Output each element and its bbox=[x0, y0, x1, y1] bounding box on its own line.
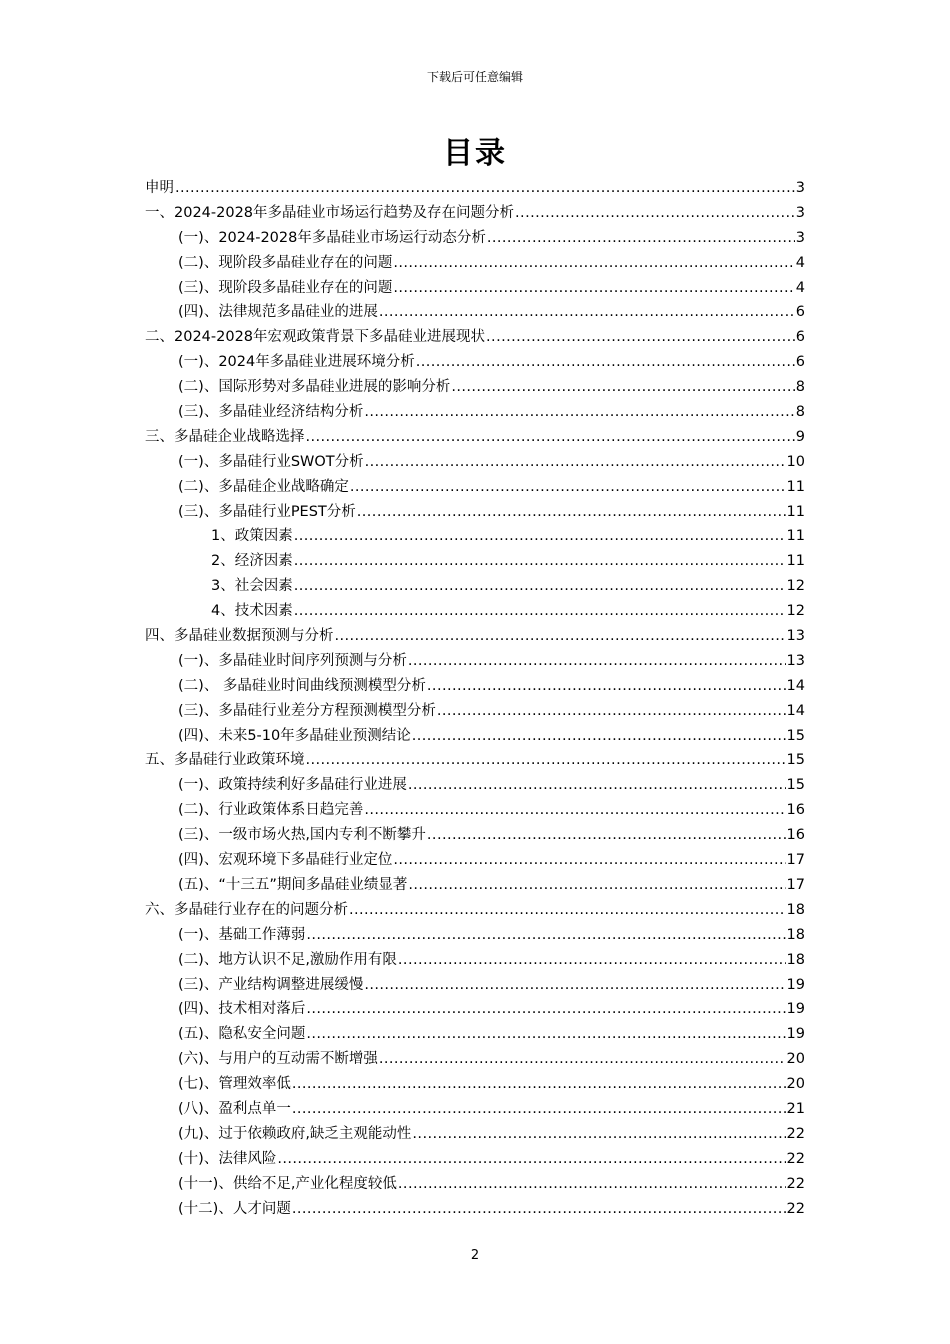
toc-entry-label: (十二)、人才问题 bbox=[178, 1200, 291, 1217]
toc-entry[interactable] bbox=[145, 500, 805, 525]
toc-leader-dots bbox=[427, 678, 786, 694]
toc-leader-dots bbox=[412, 728, 786, 744]
toc-entry[interactable] bbox=[145, 973, 805, 998]
toc-entry-label: (一)、2024-2028年多晶硅业市场运行动态分析 bbox=[178, 229, 486, 246]
toc-leader-dots bbox=[515, 205, 795, 221]
toc-entry[interactable] bbox=[145, 923, 805, 948]
toc-entry-page: 11 bbox=[786, 503, 805, 520]
toc-entry-page: 16 bbox=[786, 827, 805, 844]
toc-leader-dots bbox=[292, 1201, 786, 1217]
toc-leader-dots bbox=[379, 304, 795, 320]
table-of-contents bbox=[145, 176, 805, 1221]
toc-entry-label: (六)、与用户的互动需不断增强 bbox=[178, 1051, 378, 1068]
toc-entry[interactable] bbox=[145, 599, 805, 624]
toc-leader-dots bbox=[364, 977, 785, 993]
toc-entry-page: 3 bbox=[795, 180, 805, 196]
toc-leader-dots bbox=[416, 354, 795, 370]
toc-leader-dots bbox=[306, 1026, 785, 1042]
toc-entry[interactable] bbox=[145, 1172, 805, 1197]
toc-entry[interactable] bbox=[145, 649, 805, 674]
toc-entry[interactable] bbox=[145, 276, 805, 301]
toc-entry[interactable] bbox=[145, 748, 805, 773]
toc-entry-label: (五)、“十三五”期间多晶硅业绩显著 bbox=[178, 876, 408, 893]
toc-entry-label: 四、多晶硅业数据预测与分析 bbox=[145, 628, 334, 645]
toc-leader-dots bbox=[379, 1051, 786, 1067]
toc-title: 目录 bbox=[443, 136, 507, 171]
toc-leader-dots bbox=[408, 653, 786, 669]
toc-entry[interactable] bbox=[145, 1122, 805, 1147]
toc-entry-label: 二、2024-2028年宏观政策背景下多晶硅业进展现状 bbox=[145, 329, 486, 346]
toc-entry-page: 8 bbox=[795, 379, 805, 396]
toc-entry[interactable] bbox=[145, 624, 805, 649]
toc-leader-dots bbox=[393, 852, 785, 868]
toc-entry-page: 22 bbox=[786, 1125, 805, 1142]
toc-entry[interactable] bbox=[145, 226, 805, 251]
toc-entry-page: 14 bbox=[786, 702, 805, 719]
toc-entry-page: 4 bbox=[795, 254, 805, 271]
toc-entry-label: (一)、政策持续利好多晶硅行业进展 bbox=[178, 777, 407, 794]
toc-leader-dots bbox=[364, 802, 785, 818]
toc-entry-label: 一、2024-2028年多晶硅业市场运行趋势及存在问题分析 bbox=[145, 204, 515, 221]
toc-entry-label: (十一)、供给不足,产业化程度较低 bbox=[178, 1175, 397, 1192]
toc-entry[interactable] bbox=[145, 773, 805, 798]
toc-leader-dots bbox=[357, 504, 786, 520]
toc-entry-page: 17 bbox=[786, 876, 805, 893]
toc-entry-page: 15 bbox=[786, 752, 805, 769]
toc-leader-dots bbox=[294, 578, 786, 594]
toc-entry-page: 15 bbox=[786, 727, 805, 744]
toc-entry-page: 16 bbox=[786, 802, 805, 819]
toc-entry-label: (二)、多晶硅企业战略确定 bbox=[178, 478, 349, 495]
toc-leader-dots bbox=[306, 1001, 785, 1017]
toc-entry[interactable] bbox=[145, 699, 805, 724]
toc-entry-page: 6 bbox=[795, 354, 805, 371]
page-number: 2 bbox=[470, 1248, 480, 1263]
toc-entry-page: 18 bbox=[786, 926, 805, 943]
toc-leader-dots bbox=[398, 952, 786, 968]
toc-entry-page: 19 bbox=[786, 976, 805, 993]
toc-leader-dots bbox=[398, 1176, 786, 1192]
toc-entry-label: (五)、隐私安全问题 bbox=[178, 1026, 306, 1043]
toc-leader-dots bbox=[292, 1101, 786, 1117]
toc-entry-label: 三、多晶硅企业战略选择 bbox=[145, 428, 305, 445]
toc-entry[interactable] bbox=[145, 674, 805, 699]
toc-entry[interactable] bbox=[145, 798, 805, 823]
toc-entry-page: 22 bbox=[786, 1200, 805, 1217]
toc-entry-label: (九)、过于依赖政府,缺乏主观能动性 bbox=[178, 1125, 412, 1142]
toc-entry-label: (二)、现阶段多晶硅业存在的问题 bbox=[178, 254, 393, 271]
toc-entry-label: (三)、多晶硅行业PEST分析 bbox=[178, 503, 356, 520]
toc-entry[interactable] bbox=[145, 524, 805, 549]
toc-entry-label: (二)、行业政策体系日趋完善 bbox=[178, 802, 364, 819]
toc-entry-label: (四)、法律规范多晶硅业的进展 bbox=[178, 304, 378, 321]
toc-entry[interactable] bbox=[145, 848, 805, 873]
toc-entry[interactable] bbox=[145, 898, 805, 923]
toc-entry[interactable] bbox=[145, 1072, 805, 1097]
toc-leader-dots bbox=[364, 404, 794, 420]
toc-entry-page: 11 bbox=[786, 528, 805, 545]
toc-entry[interactable] bbox=[145, 948, 805, 973]
toc-entry[interactable] bbox=[145, 375, 805, 400]
toc-entry-label: (一)、基础工作薄弱 bbox=[178, 926, 306, 943]
toc-entry-page: 8 bbox=[795, 404, 805, 421]
toc-entry-label: (二)、国际形势对多晶硅业进展的影响分析 bbox=[178, 379, 451, 396]
toc-entry-label: (一)、多晶硅业时间序列预测与分析 bbox=[178, 652, 407, 669]
toc-entry[interactable] bbox=[145, 450, 805, 475]
toc-entry-label: (二)、 多晶硅业时间曲线预测模型分析 bbox=[178, 677, 426, 694]
toc-entry[interactable] bbox=[145, 300, 805, 325]
toc-leader-dots bbox=[335, 628, 786, 644]
toc-entry[interactable] bbox=[145, 425, 805, 450]
toc-entry[interactable] bbox=[145, 549, 805, 574]
toc-entry[interactable] bbox=[145, 1097, 805, 1122]
toc-entry-label: 五、多晶硅行业政策环境 bbox=[145, 752, 305, 769]
toc-leader-dots bbox=[487, 230, 795, 246]
toc-leader-dots bbox=[451, 379, 794, 395]
toc-leader-dots bbox=[412, 1126, 785, 1142]
toc-entry-page: 3 bbox=[795, 229, 805, 246]
toc-entry-page: 21 bbox=[786, 1100, 805, 1117]
toc-entry[interactable] bbox=[145, 873, 805, 898]
toc-entry-page: 6 bbox=[795, 329, 805, 346]
toc-entry-page: 4 bbox=[795, 279, 805, 296]
toc-leader-dots bbox=[365, 454, 786, 470]
toc-entry-label: (七)、管理效率低 bbox=[178, 1076, 291, 1093]
toc-entry-label: (三)、现阶段多晶硅业存在的问题 bbox=[178, 279, 393, 296]
toc-entry-page: 9 bbox=[795, 428, 805, 445]
toc-entry-page: 11 bbox=[786, 553, 805, 570]
toc-entry-page: 13 bbox=[786, 628, 805, 645]
toc-entry-page: 19 bbox=[786, 1026, 805, 1043]
toc-entry[interactable] bbox=[145, 400, 805, 425]
toc-leader-dots bbox=[437, 703, 786, 719]
toc-entry[interactable] bbox=[145, 1022, 805, 1047]
toc-leader-dots bbox=[294, 553, 786, 569]
toc-leader-dots bbox=[306, 927, 785, 943]
toc-entry-label: 申明 bbox=[145, 180, 174, 196]
toc-entry[interactable] bbox=[145, 251, 805, 276]
toc-leader-dots bbox=[427, 827, 786, 843]
toc-entry-label: (二)、地方认识不足,激励作用有限 bbox=[178, 951, 397, 968]
toc-leader-dots bbox=[350, 479, 786, 495]
toc-leader-dots bbox=[486, 329, 795, 345]
toc-entry-page: 20 bbox=[786, 1051, 805, 1068]
toc-entry-page: 22 bbox=[786, 1175, 805, 1192]
toc-entry[interactable] bbox=[145, 475, 805, 500]
toc-entry-page: 11 bbox=[786, 478, 805, 495]
toc-entry-page: 20 bbox=[786, 1076, 805, 1093]
toc-entry-page: 13 bbox=[786, 652, 805, 669]
toc-entry-label: (八)、盈利点单一 bbox=[178, 1100, 291, 1117]
toc-leader-dots bbox=[175, 180, 795, 196]
toc-entry-page: 19 bbox=[786, 1001, 805, 1018]
toc-entry-label: 2、经济因素 bbox=[211, 553, 293, 570]
toc-entry-page: 3 bbox=[795, 204, 805, 221]
toc-entry-label: (三)、产业结构调整进展缓慢 bbox=[178, 976, 364, 993]
toc-entry-page: 12 bbox=[786, 578, 805, 595]
toc-entry[interactable] bbox=[145, 176, 805, 201]
toc-entry[interactable] bbox=[145, 350, 805, 375]
toc-leader-dots bbox=[393, 255, 794, 271]
toc-entry[interactable] bbox=[145, 325, 805, 350]
toc-entry[interactable] bbox=[145, 724, 805, 749]
toc-entry-page: 15 bbox=[786, 777, 805, 794]
toc-entry-page: 17 bbox=[786, 852, 805, 869]
toc-entry[interactable] bbox=[145, 823, 805, 848]
toc-leader-dots bbox=[294, 603, 786, 619]
toc-entry-label: (四)、宏观环境下多晶硅行业定位 bbox=[178, 852, 393, 869]
toc-leader-dots bbox=[277, 1151, 785, 1167]
toc-entry-page: 22 bbox=[786, 1150, 805, 1167]
toc-entry-label: (一)、2024年多晶硅业进展环境分析 bbox=[178, 354, 415, 371]
toc-leader-dots bbox=[408, 777, 786, 793]
toc-entry-page: 12 bbox=[786, 603, 805, 620]
header-note: 下载后可任意编辑 bbox=[426, 70, 523, 84]
toc-entry-label: (三)、多晶硅行业差分方程预测模型分析 bbox=[178, 702, 436, 719]
toc-entry-page: 6 bbox=[795, 304, 805, 321]
toc-entry-label: (四)、未来5-10年多晶硅业预测结论 bbox=[178, 727, 411, 744]
toc-entry-label: 4、技术因素 bbox=[211, 603, 293, 620]
toc-leader-dots bbox=[393, 280, 794, 296]
toc-entry-label: 3、社会因素 bbox=[211, 578, 293, 595]
toc-entry-label: (一)、多晶硅行业SWOT分析 bbox=[178, 453, 364, 470]
toc-entry[interactable] bbox=[145, 201, 805, 226]
toc-entry-label: (四)、技术相对落后 bbox=[178, 1001, 306, 1018]
toc-entry-label: (三)、多晶硅业经济结构分析 bbox=[178, 404, 364, 421]
toc-leader-dots bbox=[306, 752, 786, 768]
toc-entry-page: 14 bbox=[786, 677, 805, 694]
toc-entry-label: 1、政策因素 bbox=[211, 528, 293, 545]
toc-entry-page: 18 bbox=[786, 901, 805, 918]
toc-entry[interactable] bbox=[145, 1047, 805, 1072]
toc-entry[interactable] bbox=[145, 1197, 805, 1222]
toc-entry-label: (十)、法律风险 bbox=[178, 1150, 277, 1167]
toc-entry[interactable] bbox=[145, 1147, 805, 1172]
toc-leader-dots bbox=[349, 902, 786, 918]
toc-entry-label: (三)、一级市场火热,国内专利不断攀升 bbox=[178, 827, 426, 844]
toc-leader-dots bbox=[306, 429, 795, 445]
toc-leader-dots bbox=[292, 1076, 786, 1092]
toc-leader-dots bbox=[408, 877, 785, 893]
toc-entry-page: 18 bbox=[786, 951, 805, 968]
toc-leader-dots bbox=[294, 528, 786, 544]
toc-entry[interactable] bbox=[145, 574, 805, 599]
toc-entry[interactable] bbox=[145, 997, 805, 1022]
toc-entry-page: 10 bbox=[786, 453, 805, 470]
toc-entry-label: 六、多晶硅行业存在的问题分析 bbox=[145, 901, 348, 918]
